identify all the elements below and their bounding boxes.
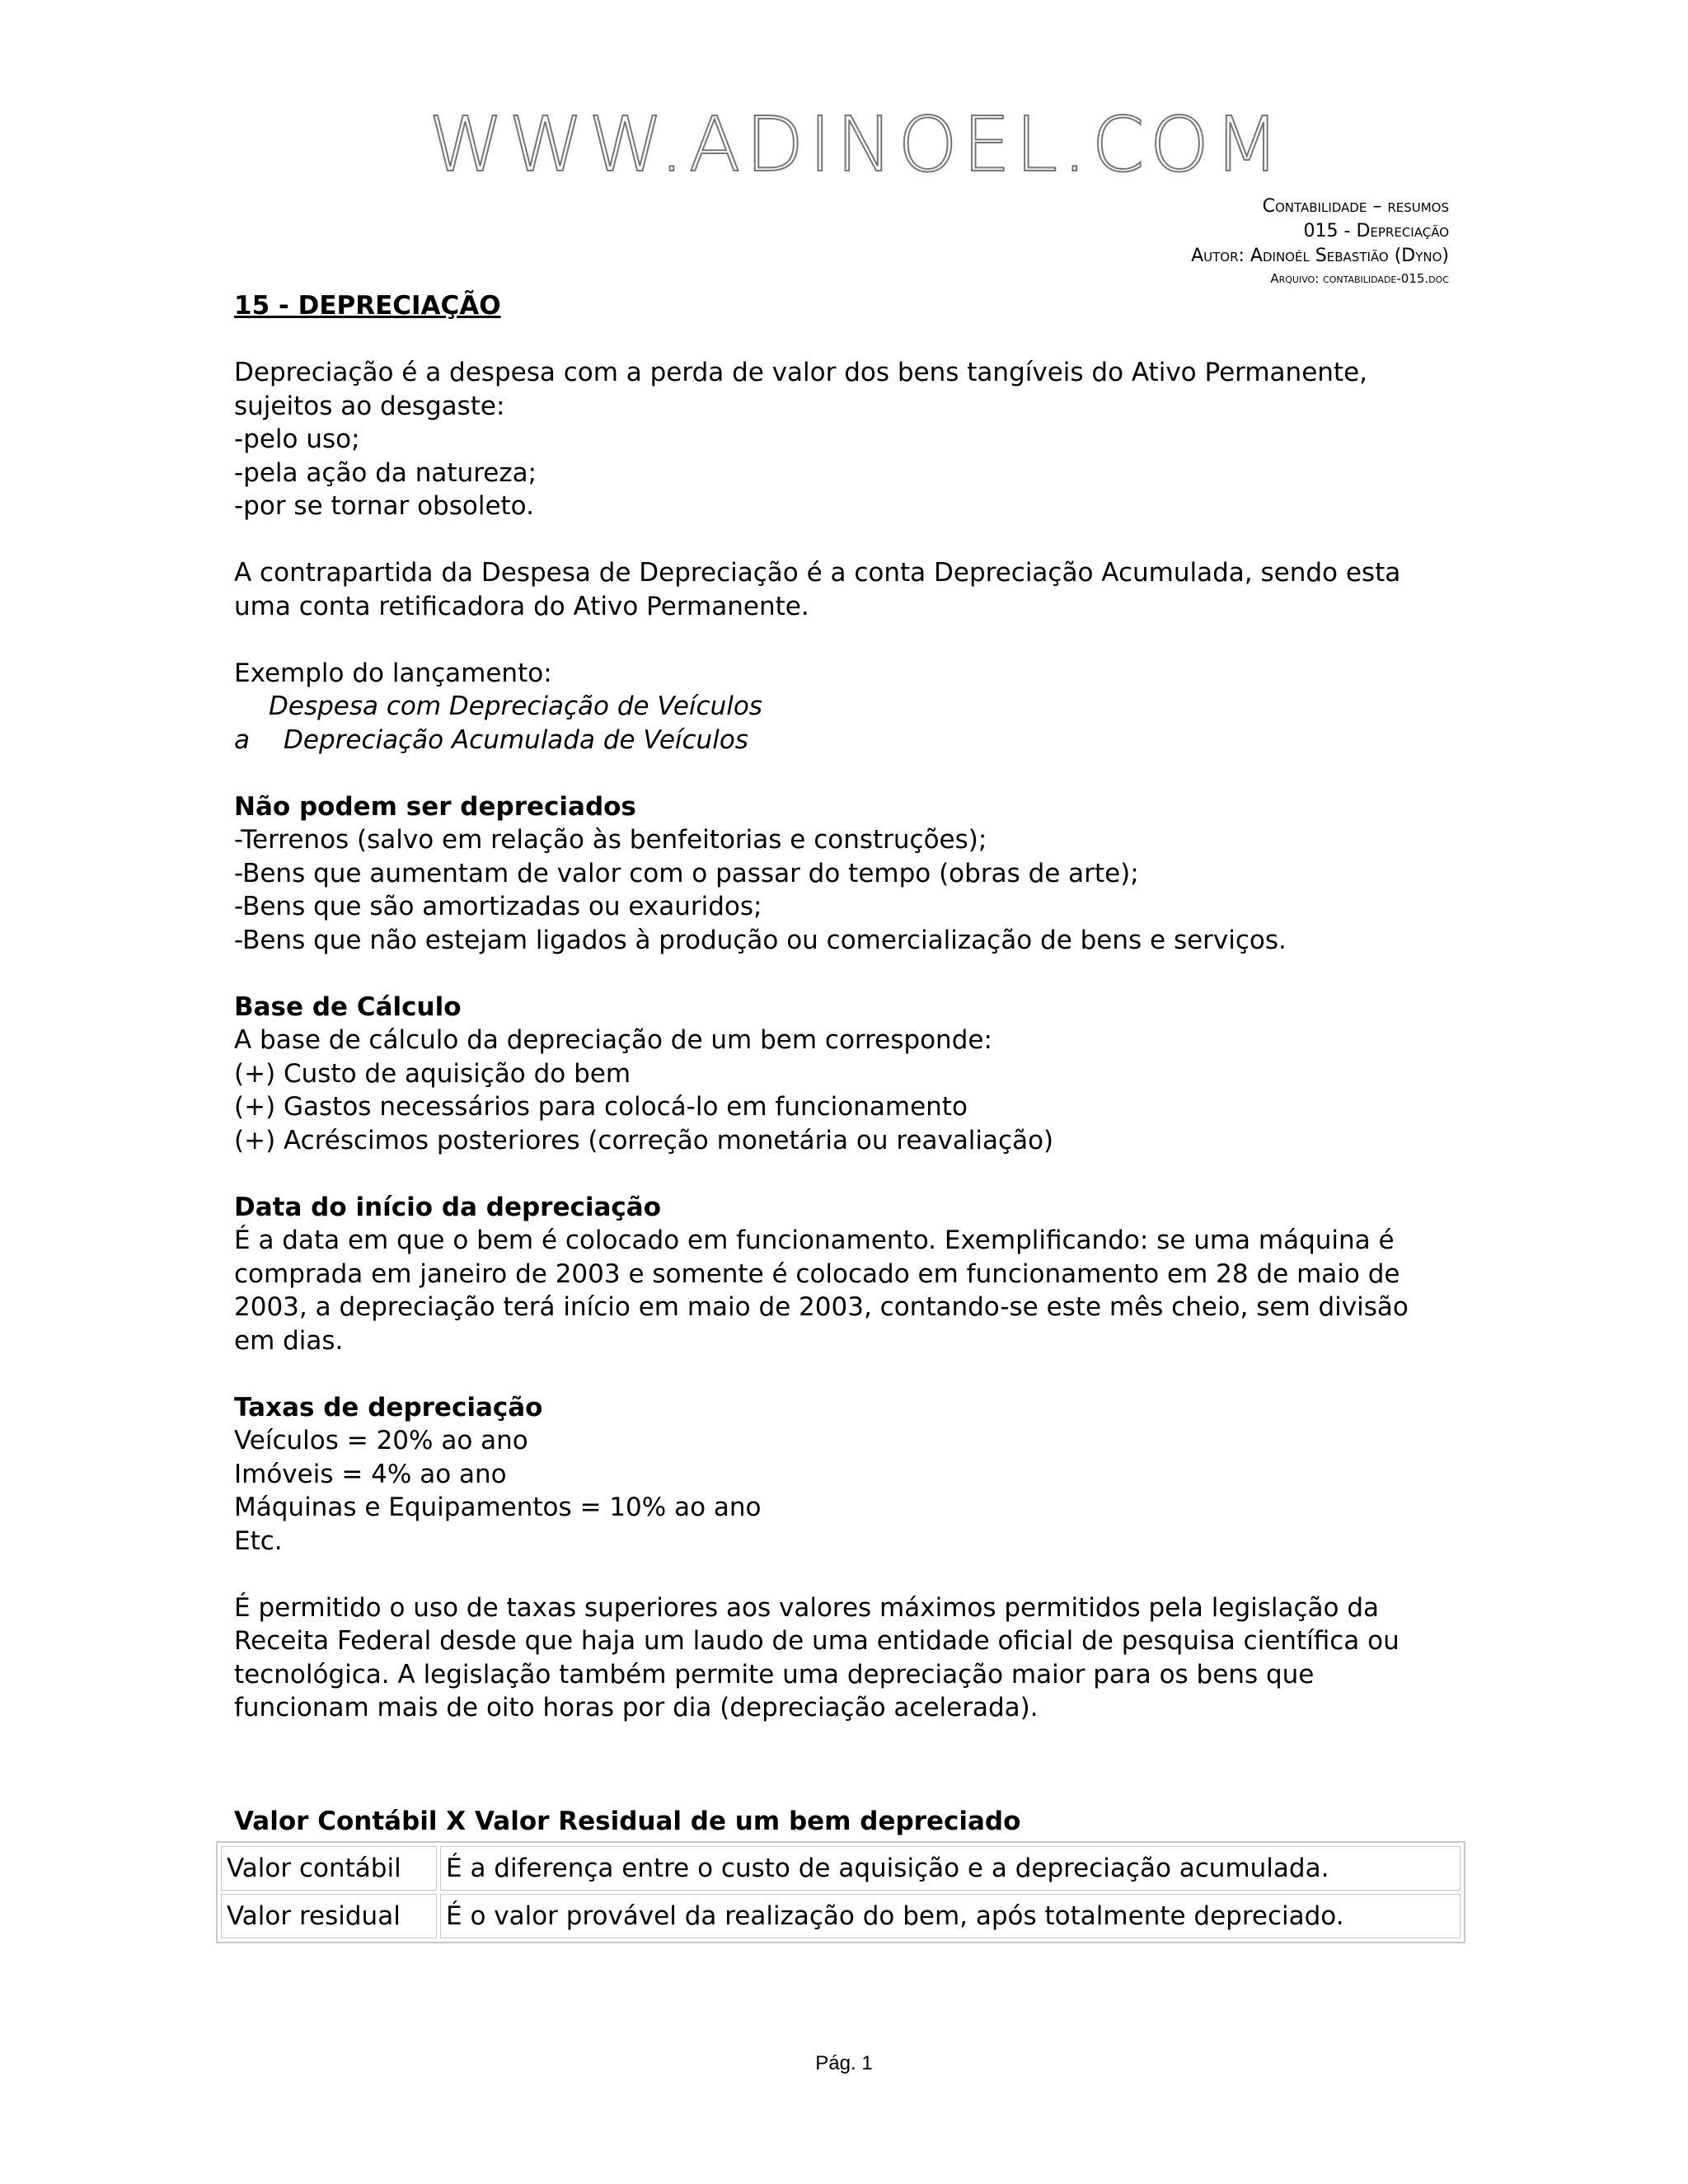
example-credit (234, 724, 1454, 757)
list-item: Veículos = 20% ao ano (234, 1426, 528, 1455)
header-file: Arquivo: contabilidade-015.doc (1270, 271, 1449, 286)
list-item: (+) Gastos necessários para colocá-lo em funcionamento (234, 1092, 968, 1122)
page-title: 15 - DEPRECIAÇÃO (234, 291, 501, 321)
site-watermark: WWW.ADINOEL.COM (429, 101, 1285, 189)
section-heading: Taxas de depreciação (234, 1392, 543, 1422)
list-item: -Terrenos (salvo em relação às benfeitorias e construções); (234, 825, 987, 855)
list-item: (+) Custo de aquisição do bem (234, 1058, 631, 1089)
list-item: -por se tornar obsoleto. (234, 491, 534, 521)
table-title: Valor Contábil X Valor Residual de um bem depreciado (234, 1807, 1021, 1836)
table-cell-term: Valor residual (221, 1894, 437, 1938)
credit-prefix: a (234, 724, 250, 755)
list-item: Imóveis = 4% ao ano (234, 1459, 507, 1489)
contrapartida-paragraph: A contrapartida da Despesa de Depreciação é a conta Depreciação Acumulada, sendo esta uma conta retificadora do Ativo Permanente. (234, 558, 1401, 621)
list-item: (+) Acréscimos posteriores (correção monetária ou reavaliação) (234, 1125, 1054, 1155)
table-cell-term: Valor contábil (221, 1846, 437, 1891)
example-label: Exemplo do lançamento: (234, 658, 552, 688)
table-row (221, 1846, 1461, 1891)
permitido-paragraph: É permitido o uso de taxas superiores aos valores máximos permitidos pela legislação da Receita Federal desde que haja um laudo de uma entidade oficial de pesquisa científica ou tecnológica. A legislação também permite uma depreciação maior para os bens que funcionam mais de oito horas por dia (depreciação acelerada). (234, 1592, 1400, 1722)
base-intro: A base de cálculo da depreciação de um bem corresponde: (234, 1025, 992, 1055)
header-topic: 015 - Depreciação (1303, 221, 1449, 241)
list-item: -Bens que são amortizadas ou exauridos; (234, 892, 762, 921)
list-item: Máquinas e Equipamentos = 10% ao ano (234, 1493, 762, 1522)
table-row (221, 1894, 1461, 1938)
section-heading: Data do início da depreciação (234, 1192, 662, 1222)
document-body (234, 289, 1454, 1725)
section-heading: Não podem ser depreciados (234, 791, 636, 822)
list-item: -Bens que aumentam de valor com o passar do tempo (obras de arte); (234, 858, 1139, 888)
list-item: -pela ação da natureza; (234, 457, 537, 488)
header-category: Contabilidade – resumos (1262, 196, 1449, 217)
valor-table (216, 1841, 1465, 1943)
table-cell-definition: É o valor provável da realização do bem, após totalmente depreciado. (440, 1894, 1461, 1938)
table-cell-definition: É a diferença entre o custo de aquisição e a depreciação acumulada. (440, 1846, 1461, 1891)
example-debit: Despesa com Depreciação de Veículos (269, 691, 762, 721)
credit-account: Depreciação Acumulada de Veículos (284, 724, 748, 755)
section-heading: Base de Cálculo (234, 991, 462, 1022)
list-item: -Bens que não estejam ligados à produção ou comercialização de bens e serviços. (234, 925, 1287, 955)
header-author: Autor: Adinoél Sebastião (Dyno) (1191, 246, 1449, 266)
list-item: Etc. (234, 1526, 283, 1556)
document-header (1191, 194, 1449, 288)
page-number: Pág. 1 (815, 2052, 873, 2074)
intro-paragraph: Depreciação é a despesa com a perda de valor dos bens tangíveis do Ativo Permanente, sujeitos ao desgaste: (234, 358, 1367, 421)
inicio-paragraph: É a data em que o bem é colocado em funcionamento. Exemplificando: se uma máquina é comprada em janeiro de 2003 e somente é colocado em funcionamento em 28 de maio de 2003, a depreciação terá início em maio de 2003, contando-se este mês cheio, sem divisão em dias. (234, 1226, 1409, 1356)
list-item: -pelo uso; (234, 424, 360, 454)
